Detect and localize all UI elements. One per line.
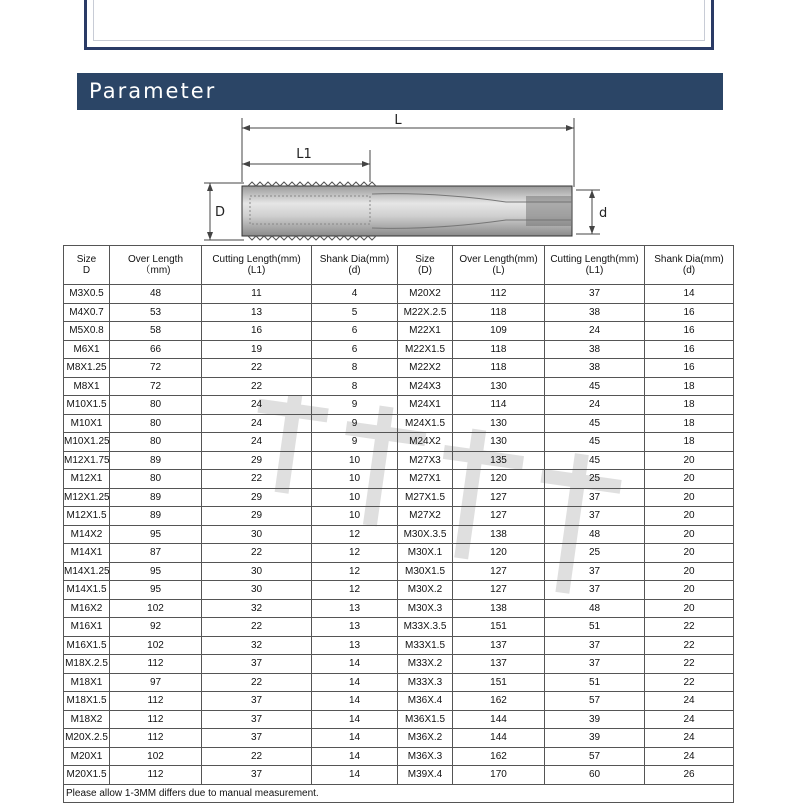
dimension-L: [242, 113, 574, 187]
table-cell: 8: [312, 377, 398, 396]
table-cell: 162: [453, 747, 545, 766]
table-cell: 38: [545, 340, 645, 359]
table-cell: 118: [453, 303, 545, 322]
table-cell: 24: [645, 747, 734, 766]
table-cell: M30X.2: [398, 581, 453, 600]
table-cell: 127: [453, 507, 545, 526]
table-cell: 30: [202, 525, 312, 544]
table-cell: 22: [202, 359, 312, 378]
table-cell: 151: [453, 618, 545, 637]
table-cell: 4: [312, 285, 398, 304]
table-cell: M12X1.25: [64, 488, 110, 507]
table-cell: 10: [312, 451, 398, 470]
table-row: [64, 747, 734, 766]
table-cell: 9: [312, 433, 398, 452]
table-row: [64, 433, 734, 452]
table-cell: 5: [312, 303, 398, 322]
table-cell: 130: [453, 414, 545, 433]
table-cell: 112: [110, 655, 202, 674]
table-cell: 24: [202, 433, 312, 452]
table-cell: 127: [453, 488, 545, 507]
table-cell: 25: [545, 544, 645, 563]
table-cell: 6: [312, 322, 398, 341]
table-cell: 19: [202, 340, 312, 359]
table-cell: M22X1: [398, 322, 453, 341]
label-L: L: [394, 113, 402, 128]
table-cell: 14: [312, 655, 398, 674]
table-cell: 57: [545, 747, 645, 766]
table-row: [64, 599, 734, 618]
table-cell: M5X0.8: [64, 322, 110, 341]
table-cell: 16: [645, 303, 734, 322]
table-cell: 24: [645, 710, 734, 729]
column-header-title: Size: [415, 254, 435, 265]
table-cell: M8X1.25: [64, 359, 110, 378]
table-cell: 45: [545, 451, 645, 470]
parameter-banner: [77, 73, 723, 110]
table-cell: 89: [110, 488, 202, 507]
table-cell: 87: [110, 544, 202, 563]
table-cell: 20: [645, 470, 734, 489]
table-cell: 30: [202, 581, 312, 600]
table-cell: M12X1.75: [64, 451, 110, 470]
tap-body: [242, 182, 572, 240]
table-row: [64, 710, 734, 729]
table-cell: 29: [202, 507, 312, 526]
column-header-title: Over Length: [127, 254, 184, 265]
table-cell: M36X.2: [398, 729, 453, 748]
table-cell: 89: [110, 507, 202, 526]
table-cell: M27X1.5: [398, 488, 453, 507]
table-cell: M27X3: [398, 451, 453, 470]
table-cell: 102: [110, 636, 202, 655]
table-cell: 144: [453, 729, 545, 748]
table-cell: M14X2: [64, 525, 110, 544]
table-row: [64, 562, 734, 581]
table-cell: M3X0.5: [64, 285, 110, 304]
table-cell: 26: [645, 766, 734, 785]
table-header-row: [64, 246, 734, 285]
table-cell: 20: [645, 581, 734, 600]
table-cell: 12: [312, 525, 398, 544]
label-d: d: [599, 206, 608, 221]
table-cell: 48: [545, 599, 645, 618]
table-row: [64, 359, 734, 378]
table-cell: M36X.3: [398, 747, 453, 766]
column-header-title: Cutting Length(mm): [212, 254, 301, 265]
table-cell: 13: [312, 618, 398, 637]
table-cell: 38: [545, 303, 645, 322]
table-cell: 16: [645, 340, 734, 359]
table-cell: M12X1: [64, 470, 110, 489]
table-cell: 37: [545, 636, 645, 655]
table-cell: 37: [545, 285, 645, 304]
table-cell: 9: [312, 414, 398, 433]
table-cell: 16: [202, 322, 312, 341]
table-cell: 22: [202, 747, 312, 766]
table-cell: M18X2: [64, 710, 110, 729]
table-cell: 39: [545, 729, 645, 748]
table-cell: 144: [453, 710, 545, 729]
table-cell: M6X1: [64, 340, 110, 359]
table-cell: 37: [202, 766, 312, 785]
table-row: [64, 525, 734, 544]
table-cell: M33X.2: [398, 655, 453, 674]
table-cell: 95: [110, 562, 202, 581]
table-cell: M33X1.5: [398, 636, 453, 655]
table-cell: 20: [645, 451, 734, 470]
table-cell: 9: [312, 396, 398, 415]
column-header-unit: D: [82, 265, 91, 276]
table-cell: 22: [202, 377, 312, 396]
column-header: [398, 246, 453, 285]
table-cell: 112: [110, 710, 202, 729]
table-cell: M14X1.5: [64, 581, 110, 600]
table-cell: 137: [453, 655, 545, 674]
table-cell: 112: [110, 729, 202, 748]
table-row: [64, 451, 734, 470]
table-cell: 16: [645, 359, 734, 378]
table-cell: 13: [312, 599, 398, 618]
banner-title: Parameter: [89, 79, 217, 103]
parameter-table: [63, 245, 734, 803]
table-row: [64, 396, 734, 415]
table-cell: M22X1.5: [398, 340, 453, 359]
table-cell: 6: [312, 340, 398, 359]
table-cell: 12: [312, 562, 398, 581]
table-cell: 32: [202, 636, 312, 655]
table-cell: M36X.4: [398, 692, 453, 711]
column-header-unit: (L): [492, 265, 505, 276]
table-cell: 24: [545, 396, 645, 415]
table-cell: 80: [110, 433, 202, 452]
table-row: [64, 377, 734, 396]
table-cell: 29: [202, 488, 312, 507]
table-cell: 58: [110, 322, 202, 341]
column-header-unit: (d): [348, 265, 361, 276]
table-cell: 38: [545, 359, 645, 378]
table-cell: 151: [453, 673, 545, 692]
table-cell: M20X1.5: [64, 766, 110, 785]
table-cell: 48: [110, 285, 202, 304]
table-cell: 66: [110, 340, 202, 359]
table-cell: M24X2: [398, 433, 453, 452]
table-cell: M14X1.25: [64, 562, 110, 581]
table-cell: M10X1.25: [64, 433, 110, 452]
table-cell: 37: [545, 581, 645, 600]
table-cell: 20: [645, 525, 734, 544]
table-cell: 37: [202, 655, 312, 674]
table-cell: 22: [645, 673, 734, 692]
column-header: [110, 246, 202, 285]
table-cell: 53: [110, 303, 202, 322]
table-cell: 130: [453, 377, 545, 396]
table-cell: 24: [202, 414, 312, 433]
table-cell: 37: [545, 507, 645, 526]
table-cell: 20: [645, 544, 734, 563]
table-cell: 22: [645, 655, 734, 674]
table-cell: 72: [110, 359, 202, 378]
table-cell: M20X.2.5: [64, 729, 110, 748]
table-cell: 13: [312, 636, 398, 655]
table-cell: 10: [312, 488, 398, 507]
table-cell: M36X1.5: [398, 710, 453, 729]
table-cell: 14: [312, 692, 398, 711]
table-cell: 114: [453, 396, 545, 415]
table-cell: 80: [110, 414, 202, 433]
table-cell: 22: [645, 636, 734, 655]
table-cell: 102: [110, 747, 202, 766]
table-cell: 37: [545, 488, 645, 507]
table-cell: 80: [110, 396, 202, 415]
table-row: [64, 544, 734, 563]
table-row: [64, 285, 734, 304]
table-cell: M39X.4: [398, 766, 453, 785]
table-cell: 22: [202, 544, 312, 563]
table-row: [64, 729, 734, 748]
table-cell: 10: [312, 507, 398, 526]
measurement-note: Please allow 1-3MM differs due to manual measurement.: [64, 784, 734, 803]
table-cell: 51: [545, 673, 645, 692]
table-cell: 20: [645, 507, 734, 526]
column-header-unit: (L1): [247, 265, 266, 276]
table-cell: M24X3: [398, 377, 453, 396]
table-cell: 12: [312, 581, 398, 600]
table-cell: 37: [545, 655, 645, 674]
table-cell: 162: [453, 692, 545, 711]
table-cell: M24X1.5: [398, 414, 453, 433]
column-header-unit: (L1): [585, 265, 604, 276]
table-cell: 14: [312, 766, 398, 785]
table-cell: 137: [453, 636, 545, 655]
table-cell: 20: [645, 562, 734, 581]
table-cell: 102: [110, 599, 202, 618]
table-cell: 112: [110, 766, 202, 785]
table-cell: 127: [453, 581, 545, 600]
table-cell: M33X.3.5: [398, 618, 453, 637]
table-cell: 138: [453, 599, 545, 618]
table-cell: 14: [312, 747, 398, 766]
column-header: [645, 246, 734, 285]
table-cell: M30X.1: [398, 544, 453, 563]
table-row: [64, 340, 734, 359]
table-cell: 138: [453, 525, 545, 544]
table-row: [64, 488, 734, 507]
column-header-title: Shank Dia(mm): [319, 254, 390, 265]
table-row: [64, 766, 734, 785]
table-cell: 92: [110, 618, 202, 637]
table-cell: 18: [645, 396, 734, 415]
table-cell: 25: [545, 470, 645, 489]
table-row: [64, 507, 734, 526]
table-cell: 37: [202, 729, 312, 748]
top-frame: [84, 0, 714, 50]
table-cell: 57: [545, 692, 645, 711]
table-cell: M10X1.5: [64, 396, 110, 415]
dimension-D: [204, 183, 244, 240]
table-cell: 24: [202, 396, 312, 415]
table-cell: 97: [110, 673, 202, 692]
label-L1: L1: [296, 147, 312, 162]
table-cell: 112: [453, 285, 545, 304]
table-cell: 37: [545, 562, 645, 581]
table-cell: 118: [453, 359, 545, 378]
table-cell: M12X1.5: [64, 507, 110, 526]
table-cell: 22: [202, 618, 312, 637]
table-cell: 95: [110, 525, 202, 544]
table-cell: M14X1: [64, 544, 110, 563]
column-header-title: Size: [76, 254, 97, 265]
table-cell: M24X1: [398, 396, 453, 415]
top-frame-inner: [93, 0, 705, 41]
table-cell: 22: [645, 618, 734, 637]
table-cell: M27X2: [398, 507, 453, 526]
table-cell: 170: [453, 766, 545, 785]
table-cell: 20: [645, 488, 734, 507]
table-cell: 22: [202, 673, 312, 692]
table-cell: 24: [645, 692, 734, 711]
column-header: [545, 246, 645, 285]
column-header-title: Cutting Length(mm): [550, 254, 639, 265]
table-cell: 120: [453, 544, 545, 563]
table-cell: 18: [645, 414, 734, 433]
table-cell: M20X2: [398, 285, 453, 304]
table-cell: 14: [312, 729, 398, 748]
table-row: [64, 470, 734, 489]
table-cell: 30: [202, 562, 312, 581]
table-cell: 37: [202, 710, 312, 729]
table-cell: 11: [202, 285, 312, 304]
table-cell: 120: [453, 470, 545, 489]
table-cell: M18X1: [64, 673, 110, 692]
column-header: [453, 246, 545, 285]
table-cell: 45: [545, 377, 645, 396]
column-header-unit: （mm): [140, 265, 171, 276]
table-cell: M16X2: [64, 599, 110, 618]
table-cell: M30X.3: [398, 599, 453, 618]
table-cell: 48: [545, 525, 645, 544]
table-cell: M27X1: [398, 470, 453, 489]
tap-diagram: [196, 112, 616, 247]
table-row: [64, 692, 734, 711]
table-cell: 20: [645, 599, 734, 618]
table-cell: 37: [202, 692, 312, 711]
table-cell: M4X0.7: [64, 303, 110, 322]
table-cell: M30X1.5: [398, 562, 453, 581]
table-cell: M18X.2.5: [64, 655, 110, 674]
table-cell: M10X1: [64, 414, 110, 433]
table-cell: 39: [545, 710, 645, 729]
dimension-d: [576, 190, 607, 234]
table-cell: 130: [453, 433, 545, 452]
table-cell: 8: [312, 359, 398, 378]
table-cell: 24: [645, 729, 734, 748]
column-header: [64, 246, 110, 285]
table-cell: 45: [545, 414, 645, 433]
label-D: D: [214, 205, 226, 220]
column-header: [202, 246, 312, 285]
column-header-title: Over Length(mm): [459, 254, 538, 265]
table-row: [64, 303, 734, 322]
table-cell: M16X1.5: [64, 636, 110, 655]
table-cell: M18X1.5: [64, 692, 110, 711]
table-cell: 16: [645, 322, 734, 341]
table-cell: 45: [545, 433, 645, 452]
table-cell: 14: [312, 710, 398, 729]
table-cell: 112: [110, 692, 202, 711]
table-cell: 135: [453, 451, 545, 470]
table-cell: 118: [453, 340, 545, 359]
table-cell: 80: [110, 470, 202, 489]
column-header-title: Shank Dia(mm): [654, 254, 724, 265]
table-cell: 12: [312, 544, 398, 563]
table-cell: 24: [545, 322, 645, 341]
table-cell: M22X.2.5: [398, 303, 453, 322]
table-cell: 89: [110, 451, 202, 470]
table-cell: M30X.3.5: [398, 525, 453, 544]
table-row: [64, 636, 734, 655]
table-cell: 18: [645, 377, 734, 396]
table-row: [64, 581, 734, 600]
dimension-L1: [242, 138, 370, 182]
table-cell: 95: [110, 581, 202, 600]
table-cell: 32: [202, 599, 312, 618]
table-cell: 60: [545, 766, 645, 785]
column-header-unit: (D): [418, 265, 432, 276]
table-row: [64, 673, 734, 692]
table-cell: 51: [545, 618, 645, 637]
table-cell: 29: [202, 451, 312, 470]
table-row: [64, 322, 734, 341]
table-cell: 109: [453, 322, 545, 341]
table-cell: M8X1: [64, 377, 110, 396]
table-cell: 18: [645, 433, 734, 452]
table-body: [64, 285, 734, 785]
table-row: [64, 414, 734, 433]
column-header: [312, 246, 398, 285]
table-cell: 127: [453, 562, 545, 581]
table-cell: M16X1: [64, 618, 110, 637]
table-cell: 14: [312, 673, 398, 692]
table-cell: 22: [202, 470, 312, 489]
column-header-unit: (d): [682, 265, 696, 276]
table-row: [64, 655, 734, 674]
table-cell: 14: [645, 285, 734, 304]
table-cell: M33X.3: [398, 673, 453, 692]
table-cell: M22X2: [398, 359, 453, 378]
table-cell: M20X1: [64, 747, 110, 766]
table-cell: 72: [110, 377, 202, 396]
table-row: [64, 618, 734, 637]
table-cell: 10: [312, 470, 398, 489]
table-cell: 13: [202, 303, 312, 322]
